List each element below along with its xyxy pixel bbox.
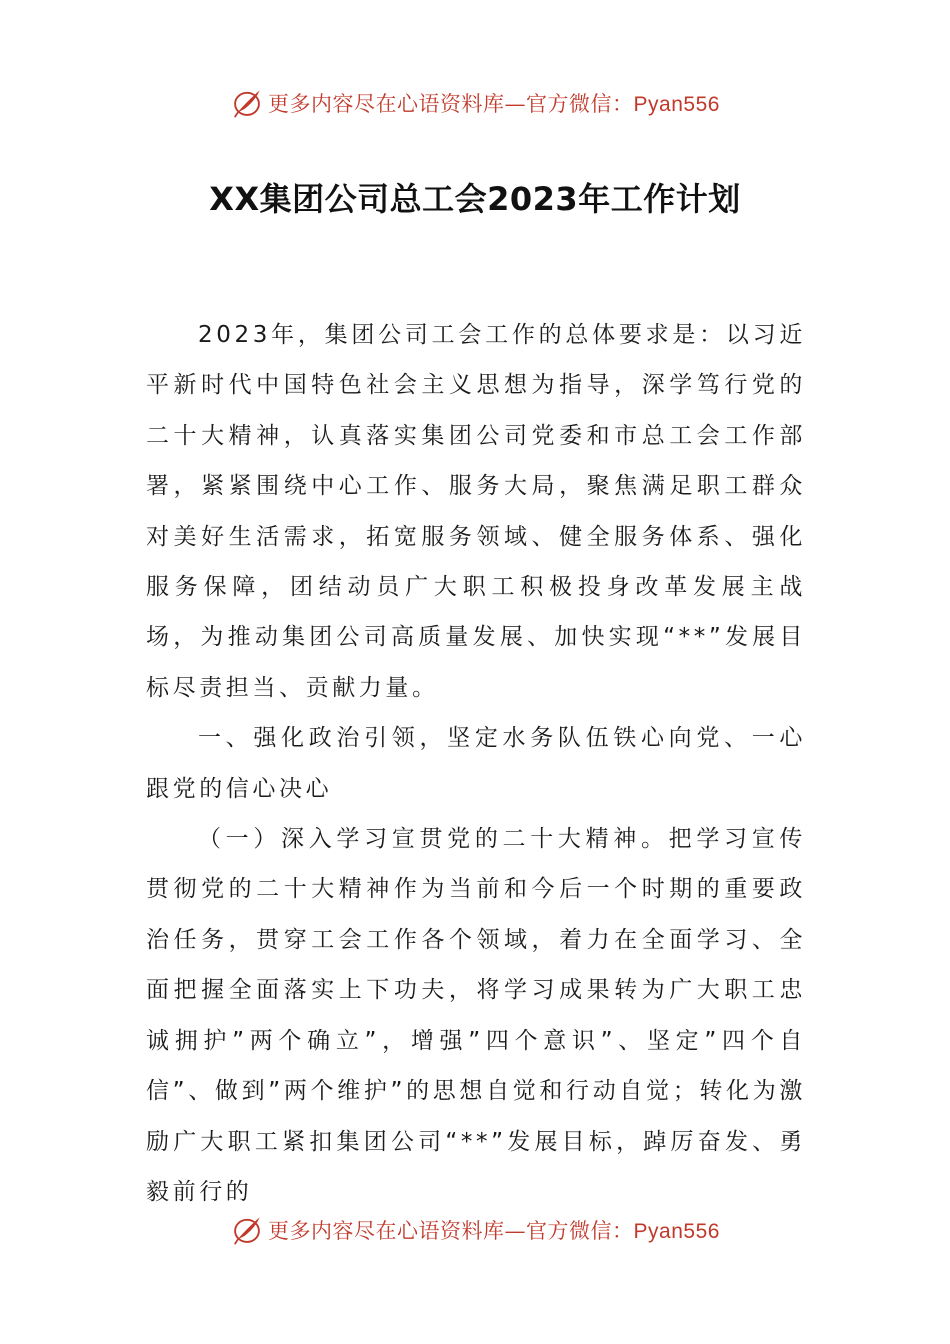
watermark-text: 更多内容尽在心语资料库—官方微信：Pyan556 — [268, 1219, 720, 1243]
document-body — [146, 310, 806, 1217]
document-title: XX集团公司总工会2023年工作计划 — [209, 180, 741, 218]
subsection-paragraph-1: （一）深入学习宣贯党的二十大精神。把学习宣传贯彻党的二十大精神作为当前和今后一个时期的重要政治任务，贯穿工会工作各个领域，着力在全面学习、全面把握全面落实上下功夫，将学习成果转为广大职工忠诚拥护”两个确立”，增强”四个意识”、坚定”四个自信”、做到”两个维护”的思想自觉和行动自觉；转化为激励广大职工紧扣集团公司“**”发展目标，踔厉奋发、勇毅前行的 — [146, 826, 806, 1205]
header-watermark — [0, 83, 950, 123]
watermark-text: 更多内容尽在心语资料库—官方微信：Pyan556 — [268, 92, 720, 116]
quill-pen-logo-icon — [230, 86, 264, 120]
intro-paragraph: 2023年，集团公司工会工作的总体要求是：以习近平新时代中国特色社会主义思想为指导，深学笃行党的二十大精神，认真落实集团公司党委和市总工会工作部署，紧紧围绕中心工作、服务大局，聚焦满足职工群众对美好生活需求，拓宽服务领域、健全服务体系、强化服务保障，团结动员广大职工积极投身改革发展主战场，为推动集团公司高质量发展、加快实现“**”发展目标尽责担当、贡献力量。 — [146, 322, 806, 701]
quill-pen-logo-icon — [230, 1213, 264, 1247]
footer-watermark — [0, 1210, 950, 1250]
section-heading-1: 一、强化政治引领，坚定水务队伍铁心向党、一心跟党的信心决心 — [146, 725, 806, 802]
